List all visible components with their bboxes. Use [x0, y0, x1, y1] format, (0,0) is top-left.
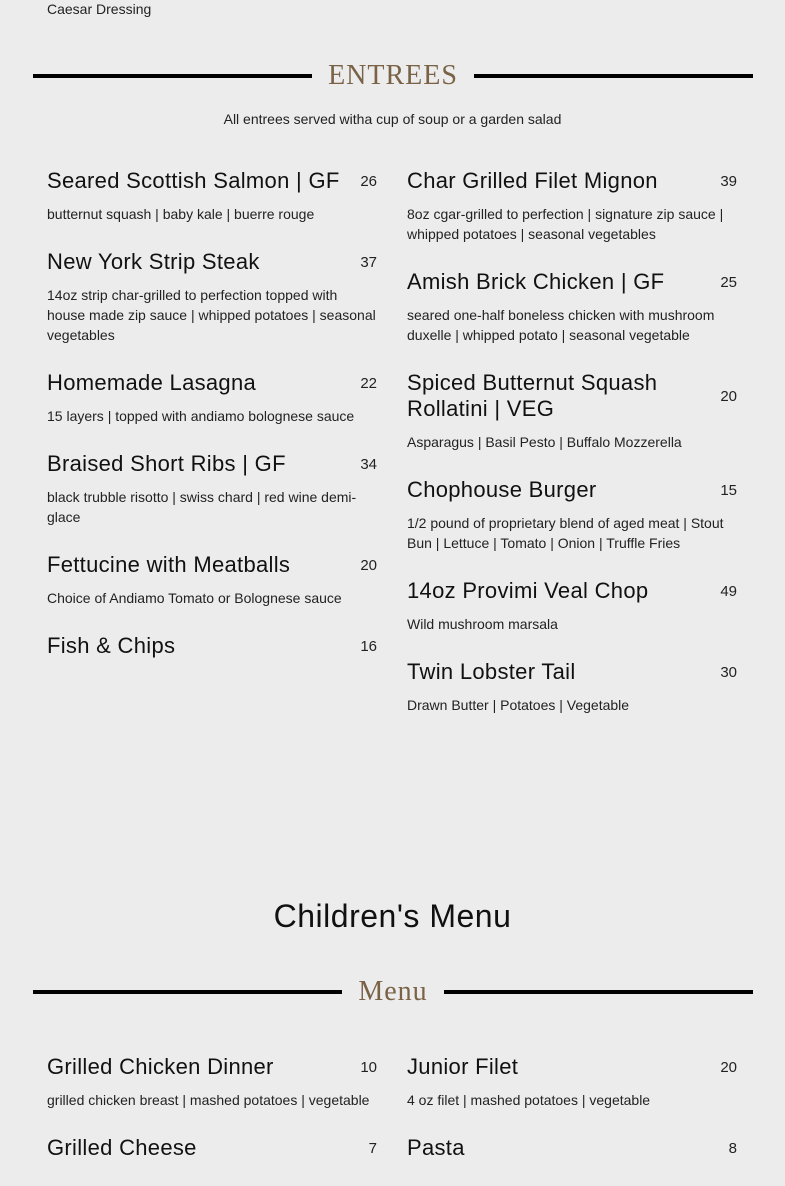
menu-item-price: 39 — [720, 172, 737, 190]
menu-item-price: 20 — [360, 556, 377, 574]
menu-item — [47, 552, 377, 608]
menu-item — [407, 168, 737, 244]
entrees-heading: ENTREES — [328, 60, 458, 91]
menu-item-name: Grilled Cheese — [47, 1135, 197, 1160]
menu-item-header — [47, 370, 377, 396]
menu-item-description: 15 layers | topped with andiamo bolognese sauce — [47, 408, 355, 424]
menu-item — [47, 370, 377, 426]
menu-item-description: seared one-half boneless chicken with mushroom duxelle | whipped potato | seasonal vegetable — [407, 307, 715, 343]
menu-item-header — [47, 1135, 377, 1161]
menu-item-price: 20 — [720, 1058, 737, 1076]
menu-item-name: Seared Scottish Salmon | GF — [47, 168, 340, 193]
menu-item — [407, 370, 737, 452]
menu-item-description: 8oz cgar-grilled to perfection | signature zip sauce | whipped potatoes | seasonal vegetables — [407, 206, 724, 242]
menu-item-header — [407, 370, 737, 422]
menu-item — [47, 168, 377, 224]
menu-item-name: Fettucine with Meatballs — [47, 552, 291, 577]
entrees-right-column — [407, 168, 737, 740]
menu-item-name: Homemade Lasagna — [47, 370, 257, 395]
menu-item-description: black trubble risotto | swiss chard | red wine demi-glace — [47, 489, 357, 525]
menu-item-header — [407, 477, 737, 503]
menu-item-price: 8 — [728, 1139, 737, 1157]
divider-right — [474, 74, 753, 78]
menu-item-description: Wild mushroom marsala — [407, 616, 558, 632]
menu-item-name: 14oz Provimi Veal Chop — [407, 578, 649, 603]
menu-item — [407, 269, 737, 345]
menu-item — [407, 659, 737, 715]
menu-item-name: Fish & Chips — [47, 633, 176, 658]
menu-item-header — [407, 168, 737, 194]
menu-item-price: 10 — [360, 1058, 377, 1076]
menu-item-header — [407, 659, 737, 685]
menu-item-name: Pasta — [407, 1135, 465, 1160]
menu-item-description: 4 oz filet | mashed potatoes | vegetable — [407, 1092, 651, 1108]
menu-item-name: Spiced Butternut Squash Rollatini | VEG — [407, 370, 658, 421]
menu-item-name: Char Grilled Filet Mignon — [407, 168, 658, 193]
menu-item-description: Choice of Andiamo Tomato or Bolognese sauce — [47, 590, 342, 606]
menu-item-name: Grilled Chicken Dinner — [47, 1054, 274, 1079]
menu-item-name: Twin Lobster Tail — [407, 659, 576, 684]
menu-item-description: 14oz strip char-grilled to perfection topped with house made zip sauce | whipped potatoes | seasonal vegetables — [47, 287, 376, 343]
children-menu-heading: Menu — [358, 976, 428, 1007]
menu-item-header — [47, 1054, 377, 1080]
menu-item-name: Chophouse Burger — [407, 477, 597, 502]
children-menu-header — [33, 972, 753, 1012]
menu-item-header — [407, 578, 737, 604]
menu-item-price: 49 — [720, 582, 737, 600]
menu-item-price: 30 — [720, 663, 737, 681]
divider-left — [33, 74, 312, 78]
entrees-left-column — [47, 168, 377, 684]
menu-item-name: New York Strip Steak — [47, 249, 260, 274]
menu-item — [47, 1054, 377, 1110]
menu-item-header — [47, 552, 377, 578]
divider-left — [33, 990, 342, 994]
menu-item-description: 1/2 pound of proprietary blend of aged meat | Stout Bun | Lettuce | Tomato | Onion | Truffle Fries — [407, 515, 724, 551]
menu-item — [407, 578, 737, 634]
children-menu-title: Children's Menu — [273, 898, 512, 934]
menu-item-header — [407, 269, 737, 295]
menu-item-price: 7 — [368, 1139, 377, 1157]
menu-item-description: Drawn Butter | Potatoes | Vegetable — [407, 697, 630, 713]
divider-right — [444, 990, 753, 994]
children-right-column — [407, 1054, 737, 1186]
menu-item-price: 22 — [360, 374, 377, 392]
menu-item-name: Braised Short Ribs | GF — [47, 451, 286, 476]
menu-item-header — [407, 1135, 737, 1161]
menu-item — [407, 1054, 737, 1110]
menu-item — [47, 633, 377, 659]
entrees-note: All entrees served witha cup of soup or a garden salad — [223, 111, 562, 127]
menu-item-header — [407, 1054, 737, 1080]
entrees-header — [33, 56, 753, 96]
menu-item — [47, 249, 377, 345]
menu-item — [407, 477, 737, 553]
menu-item-price: 34 — [360, 455, 377, 473]
menu-item-price: 16 — [360, 637, 377, 655]
menu-item-price: 37 — [360, 253, 377, 271]
menu-item — [47, 1135, 377, 1161]
children-left-column — [47, 1054, 377, 1186]
menu-item-header — [47, 633, 377, 659]
menu-item — [407, 1135, 737, 1161]
menu-item-description: butternut squash | baby kale | buerre rouge — [47, 206, 315, 222]
top-note: Caesar Dressing — [47, 1, 152, 17]
menu-item-price: 25 — [720, 273, 737, 291]
menu-item-price: 15 — [720, 481, 737, 499]
menu-item-description: grilled chicken breast | mashed potatoes | vegetable — [47, 1092, 370, 1108]
menu-item-name: Junior Filet — [407, 1054, 519, 1079]
menu-item-price: 20 — [720, 387, 737, 405]
menu-item-header — [47, 249, 377, 275]
menu-item-name: Amish Brick Chicken | GF — [407, 269, 665, 294]
menu-item-description: Asparagus | Basil Pesto | Buffalo Mozzerella — [407, 434, 682, 450]
menu-item-header — [47, 451, 377, 477]
menu-item — [47, 451, 377, 527]
menu-item-price: 26 — [360, 172, 377, 190]
menu-item-header — [47, 168, 377, 194]
